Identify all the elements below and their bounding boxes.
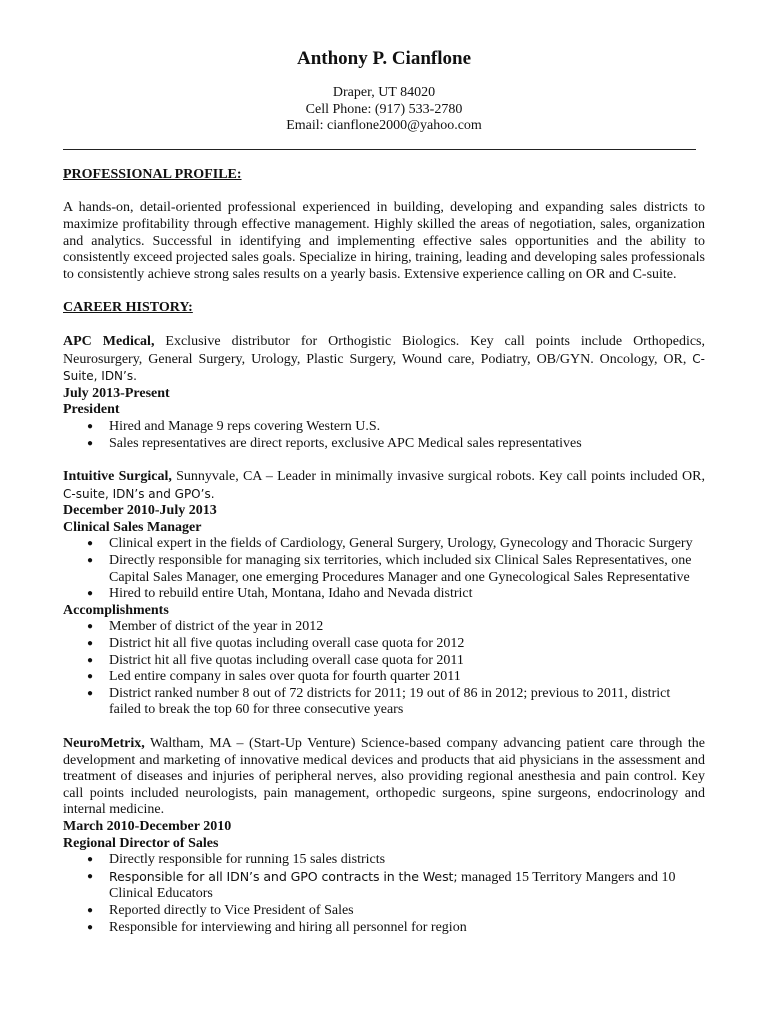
address-line: Draper, UT 84020: [332, 85, 436, 100]
bullet-icon: ●: [86, 671, 94, 683]
accomplishments-heading: Accomplishments: [63, 602, 169, 618]
bullet-text: Directly responsible for managing six territories, which included six Clinical Sales Representatives, one Capital Sales Manager, one emerging Procedures Manager and one Gynecological Sales Representative: [109, 553, 692, 585]
list-item: [63, 869, 705, 903]
bullet-text: Member of district of the year in 2012: [109, 619, 324, 635]
bullet-text: Responsible for interviewing and hiring all personnel for region: [109, 919, 467, 935]
bullet-icon: ●: [86, 538, 94, 550]
job-title: Regional Director of Sales: [63, 835, 219, 851]
job-neurometrix: [63, 736, 705, 936]
company-description: Waltham, MA – (Start-Up Venture) Science-based company advancing patient care through the development and marketing of innovative medical devices and products that aid physicians in the assessment and treatment of diseases and injuries of peripheral nerves, also providing regional anesthesia and pain control. Key call points included neurologists, pain management, orthopedic surgeons, spine surgeons, endocrinology and internal medicine.: [63, 736, 705, 818]
job-bullets: [63, 852, 705, 936]
job-description: [63, 334, 705, 386]
bullet-text: Clinical expert in the fields of Cardiology, General Surgery, Urology, Gynecology and Thoracic Surgery: [109, 536, 693, 552]
bullet-text: Sales representatives are direct reports, exclusive APC Medical sales representatives: [109, 435, 582, 451]
job-title: Clinical Sales Manager: [63, 519, 202, 535]
list-item: [63, 586, 705, 603]
bullet-text: District hit all five quotas including overall case quota for 2012: [109, 636, 465, 652]
bullet-text: Reported directly to Vice President of Sales: [109, 902, 354, 918]
company-name: Intuitive Surgical,: [63, 469, 172, 485]
resume-page: [63, 47, 705, 936]
job-dates: July 2013-Present: [63, 385, 170, 401]
bullet-icon: ●: [86, 654, 94, 666]
job-description: [63, 469, 705, 503]
company-description: Sunnyvale, CA – Leader in minimally invasive surgical robots. Key call points included OR,: [171, 469, 705, 485]
list-item: [63, 419, 705, 436]
list-item: [63, 852, 705, 869]
phone-line: Cell Phone: (917) 533-2780: [305, 101, 463, 117]
bullet-icon: ●: [86, 687, 94, 699]
company-description-tail: C-Suite, IDN’s.: [63, 351, 705, 384]
bullet-icon: ●: [86, 854, 94, 866]
job-bullets: [63, 536, 705, 602]
bullet-text: Directly responsible for running 15 sales districts: [109, 852, 386, 868]
job-intuitive-surgical: [63, 469, 705, 719]
list-item: [63, 686, 705, 719]
contact-block: [63, 85, 705, 135]
company-description-tail: C-suite, IDN’s and GPO’s.: [63, 486, 215, 501]
job-dates: December 2010-July 2013: [63, 503, 217, 519]
bullet-icon: ●: [86, 621, 94, 633]
bullet-text-tail: managed 15 Territory Mangers and 10 Clinical Educators: [109, 869, 676, 902]
list-item: [63, 636, 705, 653]
list-item: [63, 536, 705, 553]
list-item: [63, 653, 705, 670]
bullet-text: Responsible for all IDN’s and GPO contracts in the West;: [109, 868, 458, 884]
list-item: [63, 920, 705, 937]
bullet-text: District hit all five quotas including overall case quota for 2011: [109, 652, 464, 668]
bullet-icon: ●: [86, 555, 94, 567]
bullet-icon: ●: [86, 870, 94, 882]
bullet-text: Hired to rebuild entire Utah, Montana, Idaho and Nevada district: [109, 586, 473, 602]
list-item: [63, 553, 705, 586]
bullet-icon: ●: [86, 420, 94, 432]
bullet-icon: ●: [86, 638, 94, 650]
bullet-icon: ●: [86, 921, 94, 933]
bullet-text: District ranked number 8 out of 72 districts for 2011; 19 out of 86 in 2012; previous to 2011, district failed to break the top 60 for three consecutive years: [109, 685, 671, 718]
accomplishment-bullets: [63, 619, 705, 719]
job-description: [63, 736, 705, 819]
job-dates: March 2010-December 2010: [63, 818, 232, 834]
list-item: [63, 669, 705, 686]
list-item: [63, 903, 705, 920]
bullet-text: Led entire company in sales over quota for fourth quarter 2011: [109, 669, 461, 685]
career-heading: CAREER HISTORY:: [63, 300, 193, 316]
list-item: [63, 436, 705, 453]
bullet-icon: ●: [86, 588, 94, 600]
company-name: APC Medical,: [63, 333, 155, 349]
candidate-name: Anthony P. Cianflone: [296, 48, 472, 69]
list-item: [63, 619, 705, 636]
job-title: President: [63, 402, 120, 418]
bullet-icon: ●: [86, 904, 94, 916]
profile-heading: PROFESSIONAL PROFILE:: [63, 166, 242, 182]
company-name: NeuroMetrix,: [63, 736, 145, 751]
job-bullets: [63, 419, 705, 452]
bullet-text: Hired and Manage 9 reps covering Western U.S.: [109, 418, 381, 434]
bullet-icon: ●: [86, 437, 94, 449]
company-description: Exclusive distributor for Orthogistic Biologics. Key call points include Orthopedics, Neurosurgery, General Surgery, Urology, Plastic Surgery, Wound care, Podiatry, OB/GYN. Oncology, OR,: [63, 333, 706, 367]
email-line: Email: cianflone2000@yahoo.com: [286, 118, 482, 134]
profile-text: A hands-on, detail-oriented professional experienced in building, developing and expanding sales districts to maximize profitability through effective management. Highly skilled the areas of negotiation, sales, organization and analytics. Successful in identifying and implementing effective sales opportunities and the ability to consistently exceed projected sales goals. Specialize in hiring, training, leading and developing sales professionals to consistently achieve strong sales results on a yearly basis. Extensive experience calling on OR and C-suite.: [63, 200, 705, 282]
job-apc-medical: [63, 334, 705, 452]
